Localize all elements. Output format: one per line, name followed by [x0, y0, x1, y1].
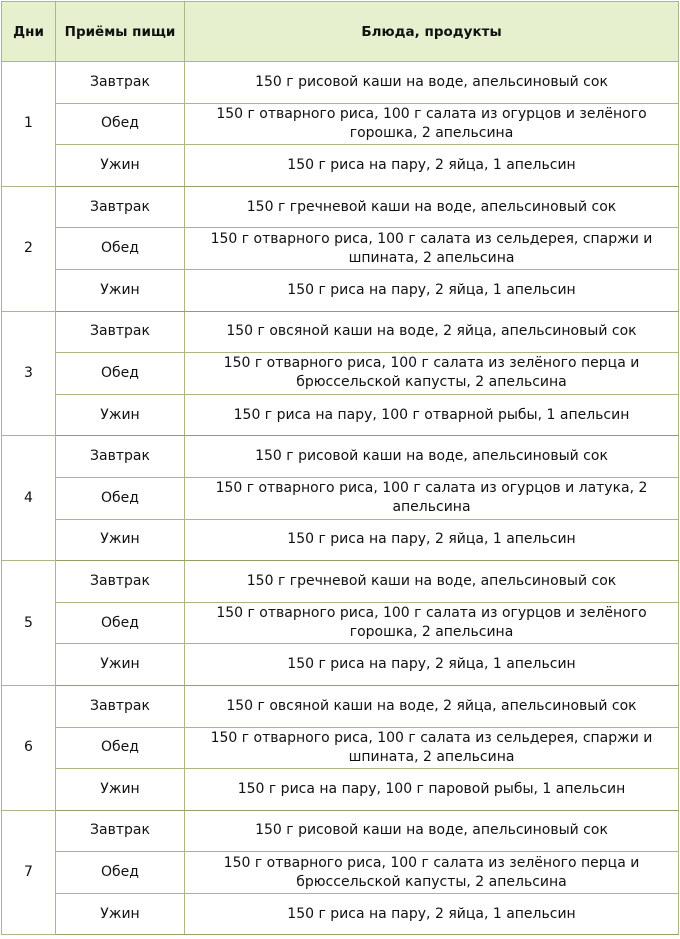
meal-name-cell: Обед — [56, 852, 185, 894]
meal-name-cell: Обед — [56, 477, 185, 519]
dishes-cell: 150 г отварного риса, 100 г салата из огурцов и зелёного горошка, 2 апельсина — [185, 602, 679, 644]
day-number-cell: 6 — [2, 685, 56, 810]
meal-name-cell: Ужин — [56, 394, 185, 436]
dishes-cell: 150 г отварного риса, 100 г салата из огурцов и латука, 2 апельсина — [185, 477, 679, 519]
table-row — [2, 436, 679, 478]
table-row — [2, 269, 679, 311]
table-row — [2, 145, 679, 187]
dishes-cell: 150 г отварного риса, 100 г салата из зелёного перца и брюссельской капусты, 2 апельсина — [185, 852, 679, 894]
meal-name-cell: Завтрак — [56, 561, 185, 603]
meal-name-cell: Обед — [56, 727, 185, 769]
meal-name-cell: Завтрак — [56, 62, 185, 104]
dishes-cell: 150 г риса на пару, 100 г отварной рыбы, 1 апельсин — [185, 394, 679, 436]
dishes-cell: 150 г овсяной каши на воде, 2 яйца, апельсиновый сок — [185, 685, 679, 727]
day-number-cell: 5 — [2, 561, 56, 686]
dishes-cell: 150 г отварного риса, 100 г салата из зелёного перца и брюссельской капусты, 2 апельсина — [185, 353, 679, 395]
day-number-cell: 1 — [2, 62, 56, 187]
dishes-cell: 150 г рисовой каши на воде, апельсиновый сок — [185, 436, 679, 478]
table-row — [2, 228, 679, 270]
meal-name-cell: Ужин — [56, 893, 185, 935]
table-row — [2, 852, 679, 894]
table-row — [2, 561, 679, 603]
table-header — [2, 2, 679, 62]
meal-name-cell: Завтрак — [56, 810, 185, 852]
dishes-cell: 150 г риса на пару, 100 г паровой рыбы, 1 апельсин — [185, 769, 679, 811]
day-number-cell: 7 — [2, 810, 56, 935]
dishes-cell: 150 г риса на пару, 2 яйца, 1 апельсин — [185, 644, 679, 686]
meal-name-cell: Завтрак — [56, 436, 185, 478]
table-row — [2, 727, 679, 769]
header-dishes: Блюда, продукты — [185, 2, 679, 62]
meal-name-cell: Обед — [56, 602, 185, 644]
table-row — [2, 769, 679, 811]
header-day: Дни — [2, 2, 56, 62]
dishes-cell: 150 г отварного риса, 100 г салата из сельдерея, спаржи и шпината, 2 апельсина — [185, 727, 679, 769]
dishes-cell: 150 г овсяной каши на воде, 2 яйца, апельсиновый сок — [185, 311, 679, 353]
table-row — [2, 353, 679, 395]
meal-name-cell: Завтрак — [56, 685, 185, 727]
dishes-cell: 150 г риса на пару, 2 яйца, 1 апельсин — [185, 145, 679, 187]
meal-name-cell: Обед — [56, 228, 185, 270]
table-row — [2, 644, 679, 686]
dishes-cell: 150 г гречневой каши на воде, апельсиновый сок — [185, 186, 679, 228]
table-row — [2, 311, 679, 353]
meal-name-cell: Ужин — [56, 519, 185, 561]
meal-name-cell: Ужин — [56, 769, 185, 811]
table-row — [2, 394, 679, 436]
meal-name-cell: Ужин — [56, 145, 185, 187]
dishes-cell: 150 г риса на пару, 2 яйца, 1 апельсин — [185, 893, 679, 935]
meal-name-cell: Ужин — [56, 644, 185, 686]
table-row — [2, 602, 679, 644]
table-row — [2, 186, 679, 228]
meal-name-cell: Обед — [56, 353, 185, 395]
table-row — [2, 477, 679, 519]
dishes-cell: 150 г рисовой каши на воде, апельсиновый сок — [185, 810, 679, 852]
day-number-cell: 2 — [2, 186, 56, 311]
dishes-cell: 150 г отварного риса, 100 г салата из сельдерея, спаржи и шпината, 2 апельсина — [185, 228, 679, 270]
dishes-cell: 150 г отварного риса, 100 г салата из огурцов и зелёного горошка, 2 апельсина — [185, 103, 679, 145]
table-row — [2, 810, 679, 852]
table-row — [2, 685, 679, 727]
meal-name-cell: Завтрак — [56, 311, 185, 353]
table-row — [2, 62, 679, 104]
table-row — [2, 103, 679, 145]
dishes-cell: 150 г риса на пару, 2 яйца, 1 апельсин — [185, 269, 679, 311]
table-row — [2, 519, 679, 561]
day-number-cell: 3 — [2, 311, 56, 436]
meal-name-cell: Обед — [56, 103, 185, 145]
dishes-cell: 150 г рисовой каши на воде, апельсиновый сок — [185, 62, 679, 104]
day-number-cell: 4 — [2, 436, 56, 561]
dishes-cell: 150 г гречневой каши на воде, апельсиновый сок — [185, 561, 679, 603]
table-body — [2, 62, 679, 935]
table-row — [2, 893, 679, 935]
header-meal: Приёмы пищи — [56, 2, 185, 62]
diet-table — [1, 1, 679, 935]
header-row — [2, 2, 679, 62]
meal-name-cell: Ужин — [56, 269, 185, 311]
dishes-cell: 150 г риса на пару, 2 яйца, 1 апельсин — [185, 519, 679, 561]
meal-name-cell: Завтрак — [56, 186, 185, 228]
